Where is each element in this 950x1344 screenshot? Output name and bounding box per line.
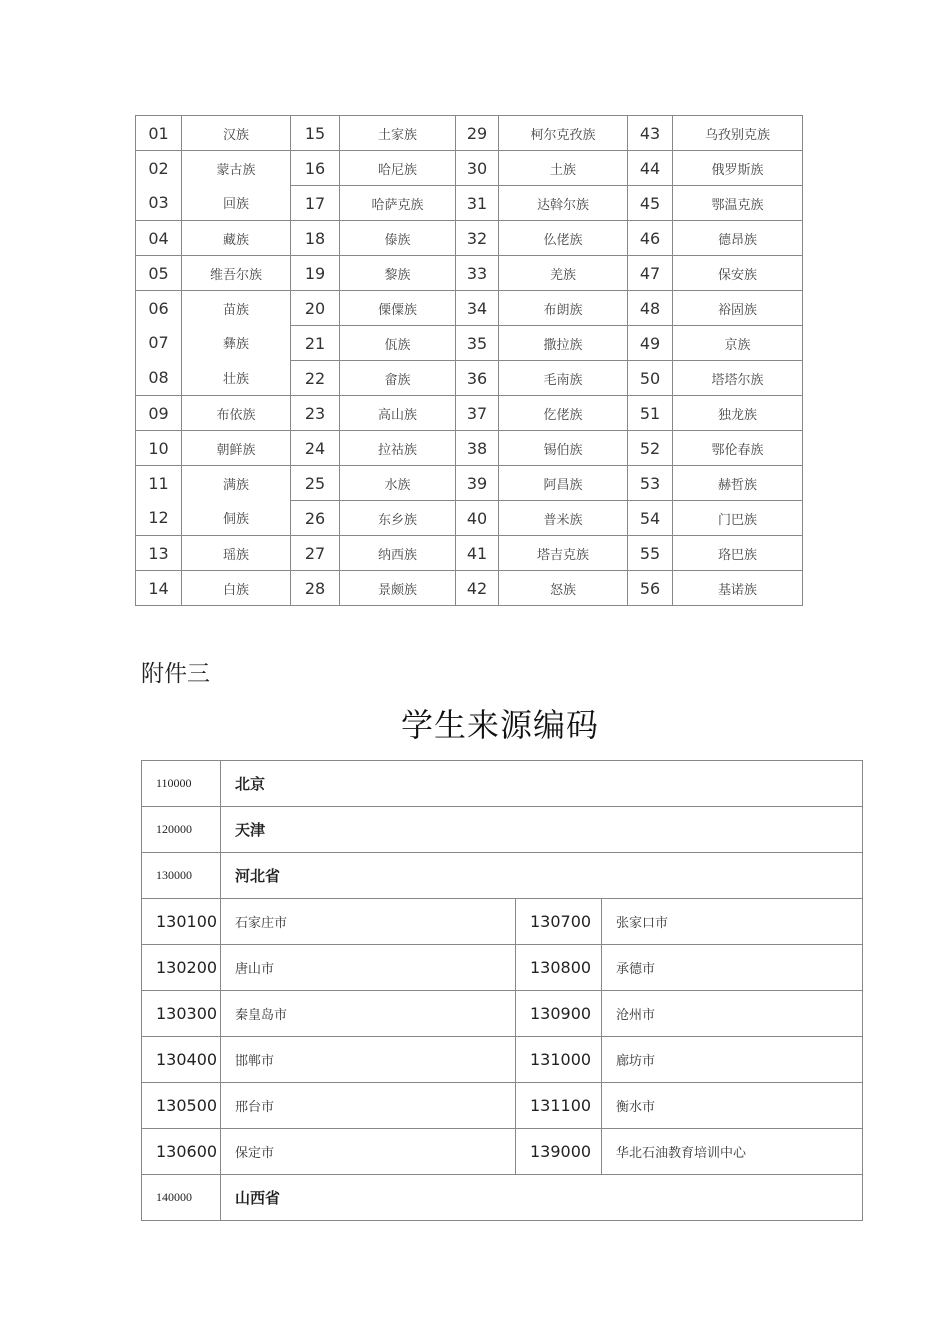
ethnic-code-cell: 35 xyxy=(456,326,499,361)
ethnic-code-cell: 44 xyxy=(628,151,673,186)
city-name: 张家口市 xyxy=(602,899,863,945)
ethnic-name-cell: 锡伯族 xyxy=(499,431,628,466)
province-name: 天津 xyxy=(221,807,863,853)
ethnic-code-cell: 47 xyxy=(628,256,673,291)
ethnic-code-cell: 14 xyxy=(136,571,182,606)
province-row xyxy=(142,807,863,853)
ethnic-name: 满族 xyxy=(222,477,249,493)
ethnic-name: 壮族 xyxy=(222,372,249,388)
ethnic-code-cell: 15 xyxy=(291,116,340,151)
ethnic-name-cell: 保安族 xyxy=(673,256,803,291)
ethnic-name-cell xyxy=(182,466,291,536)
ethnic-code-cell: 40 xyxy=(456,501,499,536)
table-row xyxy=(136,221,803,256)
city-name: 承德市 xyxy=(602,945,863,991)
ethnic-name-cell: 维吾尔族 xyxy=(182,256,291,291)
ethnic-code-cell: 43 xyxy=(628,116,673,151)
ethnic-code-cell: 01 xyxy=(136,116,182,151)
ethnic-code-cell: 39 xyxy=(456,466,499,501)
city-row xyxy=(142,899,863,945)
ethnic-code-cell: 54 xyxy=(628,501,673,536)
ethnic-code-table xyxy=(135,115,803,606)
ethnic-name-cell: 普米族 xyxy=(499,501,628,536)
city-row xyxy=(142,991,863,1037)
ethnic-code-cell: 25 xyxy=(291,466,340,501)
ethnic-name-cell: 鄂伦春族 xyxy=(673,431,803,466)
ethnic-code-cell: 26 xyxy=(291,501,340,536)
ethnic-code-cell: 52 xyxy=(628,431,673,466)
ethnic-name-cell: 独龙族 xyxy=(673,396,803,431)
ethnic-name: 回族 xyxy=(222,197,249,213)
table-row xyxy=(136,151,803,186)
ethnic-code-cell: 34 xyxy=(456,291,499,326)
ethnic-code-cell: 23 xyxy=(291,396,340,431)
ethnic-code-cell: 50 xyxy=(628,361,673,396)
ethnic-name-cell: 畲族 xyxy=(340,361,456,396)
ethnic-name-cell: 俄罗斯族 xyxy=(673,151,803,186)
table-row xyxy=(136,466,803,501)
city-row xyxy=(142,1083,863,1129)
province-code: 140000 xyxy=(142,1175,221,1221)
ethnic-code-cell: 45 xyxy=(628,186,673,221)
province-code: 110000 xyxy=(142,761,221,807)
ethnic-name: 蒙古族 xyxy=(216,162,256,178)
ethnic-code: 11 xyxy=(148,473,169,493)
ethnic-name: 彝族 xyxy=(222,337,249,353)
city-code: 130800 xyxy=(516,945,602,991)
province-code: 120000 xyxy=(142,807,221,853)
ethnic-name-cell: 阿昌族 xyxy=(499,466,628,501)
city-name: 沧州市 xyxy=(602,991,863,1037)
table-row xyxy=(136,536,803,571)
city-code: 130300 xyxy=(142,991,221,1037)
ethnic-name-cell: 撒拉族 xyxy=(499,326,628,361)
ethnic-name-cell: 珞巴族 xyxy=(673,536,803,571)
ethnic-name-cell: 达斡尔族 xyxy=(499,186,628,221)
city-name: 邢台市 xyxy=(221,1083,516,1129)
ethnic-name-cell: 白族 xyxy=(182,571,291,606)
ethnic-code-cell: 33 xyxy=(456,256,499,291)
ethnic-name-cell: 水族 xyxy=(340,466,456,501)
ethnic-name-cell: 哈尼族 xyxy=(340,151,456,186)
ethnic-name-cell: 基诺族 xyxy=(673,571,803,606)
ethnic-code-cell: 32 xyxy=(456,221,499,256)
ethnic-name-cell: 高山族 xyxy=(340,396,456,431)
city-code: 130900 xyxy=(516,991,602,1037)
ethnic-code: 02 xyxy=(148,158,169,178)
ethnic-code-cell: 55 xyxy=(628,536,673,571)
ethnic-name-cell: 门巴族 xyxy=(673,501,803,536)
ethnic-code-cell: 53 xyxy=(628,466,673,501)
ethnic-name-cell: 京族 xyxy=(673,326,803,361)
ethnic-name-cell: 柯尔克孜族 xyxy=(499,116,628,151)
ethnic-code-cell: 10 xyxy=(136,431,182,466)
ethnic-code-cell: 27 xyxy=(291,536,340,571)
attachment-label: 附件三 xyxy=(141,661,210,687)
page-title: 学生来源编码 xyxy=(400,706,599,744)
city-name: 华北石油教育培训中心 xyxy=(602,1129,863,1175)
ethnic-code-cell xyxy=(136,291,182,396)
ethnic-name-cell: 赫哲族 xyxy=(673,466,803,501)
ethnic-name: 苗族 xyxy=(222,302,249,318)
ethnic-code-cell: 46 xyxy=(628,221,673,256)
ethnic-code-cell: 13 xyxy=(136,536,182,571)
source-code-table xyxy=(141,760,863,1221)
ethnic-name-cell: 塔塔尔族 xyxy=(673,361,803,396)
table-row xyxy=(136,431,803,466)
ethnic-code-cell: 51 xyxy=(628,396,673,431)
ethnic-code: 03 xyxy=(148,193,169,213)
ethnic-code-cell: 19 xyxy=(291,256,340,291)
ethnic-name-cell: 黎族 xyxy=(340,256,456,291)
ethnic-code-cell: 38 xyxy=(456,431,499,466)
ethnic-name-cell xyxy=(182,291,291,396)
city-name: 秦皇岛市 xyxy=(221,991,516,1037)
ethnic-name-cell: 纳西族 xyxy=(340,536,456,571)
ethnic-code-cell xyxy=(136,151,182,221)
province-name: 北京 xyxy=(221,761,863,807)
ethnic-code-cell: 41 xyxy=(456,536,499,571)
ethnic-name: 侗族 xyxy=(222,512,249,528)
city-code: 130700 xyxy=(516,899,602,945)
ethnic-name-cell: 布依族 xyxy=(182,396,291,431)
ethnic-name-cell: 羌族 xyxy=(499,256,628,291)
city-code: 130400 xyxy=(142,1037,221,1083)
city-code: 130100 xyxy=(142,899,221,945)
province-row xyxy=(142,1175,863,1221)
ethnic-code: 12 xyxy=(148,508,169,528)
ethnic-name-cell: 景颇族 xyxy=(340,571,456,606)
city-row xyxy=(142,945,863,991)
ethnic-name-cell: 瑶族 xyxy=(182,536,291,571)
ethnic-name-cell: 东乡族 xyxy=(340,501,456,536)
ethnic-code-cell: 36 xyxy=(456,361,499,396)
ethnic-code-cell: 30 xyxy=(456,151,499,186)
city-name: 廊坊市 xyxy=(602,1037,863,1083)
table-row xyxy=(136,291,803,326)
province-code: 130000 xyxy=(142,853,221,899)
ethnic-name-cell: 哈萨克族 xyxy=(340,186,456,221)
table-row xyxy=(136,256,803,291)
city-name: 唐山市 xyxy=(221,945,516,991)
city-code: 139000 xyxy=(516,1129,602,1175)
ethnic-code-cell: 24 xyxy=(291,431,340,466)
province-row xyxy=(142,761,863,807)
ethnic-code-cell: 16 xyxy=(291,151,340,186)
table-row xyxy=(136,396,803,431)
province-name: 河北省 xyxy=(221,853,863,899)
city-code: 130600 xyxy=(142,1129,221,1175)
ethnic-code-cell: 21 xyxy=(291,326,340,361)
ethnic-name-cell: 土族 xyxy=(499,151,628,186)
ethnic-code-cell: 49 xyxy=(628,326,673,361)
city-name: 保定市 xyxy=(221,1129,516,1175)
ethnic-name-cell: 塔吉克族 xyxy=(499,536,628,571)
city-code: 131100 xyxy=(516,1083,602,1129)
ethnic-name-cell: 朝鲜族 xyxy=(182,431,291,466)
ethnic-name-cell: 傣族 xyxy=(340,221,456,256)
ethnic-code: 08 xyxy=(148,368,169,388)
ethnic-code-cell: 31 xyxy=(456,186,499,221)
city-name: 邯郸市 xyxy=(221,1037,516,1083)
city-name: 衡水市 xyxy=(602,1083,863,1129)
ethnic-code: 06 xyxy=(148,298,169,318)
ethnic-name-cell: 土家族 xyxy=(340,116,456,151)
ethnic-name-cell xyxy=(182,151,291,221)
ethnic-name-cell: 佤族 xyxy=(340,326,456,361)
ethnic-name-cell: 毛南族 xyxy=(499,361,628,396)
table-row xyxy=(136,116,803,151)
ethnic-name-cell: 裕固族 xyxy=(673,291,803,326)
ethnic-code: 07 xyxy=(148,333,169,353)
ethnic-code-cell: 42 xyxy=(456,571,499,606)
city-code: 131000 xyxy=(516,1037,602,1083)
ethnic-name-cell: 藏族 xyxy=(182,221,291,256)
ethnic-name-cell: 乌孜别克族 xyxy=(673,116,803,151)
ethnic-code-cell: 05 xyxy=(136,256,182,291)
ethnic-code-cell xyxy=(136,466,182,536)
ethnic-code-cell: 18 xyxy=(291,221,340,256)
ethnic-name-cell: 布朗族 xyxy=(499,291,628,326)
ethnic-name-cell: 拉祜族 xyxy=(340,431,456,466)
province-name: 山西省 xyxy=(221,1175,863,1221)
ethnic-name-cell: 汉族 xyxy=(182,116,291,151)
province-row xyxy=(142,853,863,899)
table-row xyxy=(136,571,803,606)
ethnic-code-cell: 22 xyxy=(291,361,340,396)
ethnic-code-cell: 20 xyxy=(291,291,340,326)
ethnic-name-cell: 仫佬族 xyxy=(499,221,628,256)
city-row xyxy=(142,1129,863,1175)
ethnic-name-cell: 仡佬族 xyxy=(499,396,628,431)
city-name: 石家庄市 xyxy=(221,899,516,945)
ethnic-code-cell: 29 xyxy=(456,116,499,151)
ethnic-code-cell: 17 xyxy=(291,186,340,221)
city-row xyxy=(142,1037,863,1083)
ethnic-code-cell: 04 xyxy=(136,221,182,256)
ethnic-code-cell: 56 xyxy=(628,571,673,606)
ethnic-name-cell: 怒族 xyxy=(499,571,628,606)
ethnic-name-cell: 傈僳族 xyxy=(340,291,456,326)
city-code: 130500 xyxy=(142,1083,221,1129)
ethnic-name-cell: 鄂温克族 xyxy=(673,186,803,221)
ethnic-code-cell: 28 xyxy=(291,571,340,606)
ethnic-code-cell: 09 xyxy=(136,396,182,431)
ethnic-name-cell: 德昂族 xyxy=(673,221,803,256)
ethnic-code-cell: 48 xyxy=(628,291,673,326)
city-code: 130200 xyxy=(142,945,221,991)
ethnic-code-cell: 37 xyxy=(456,396,499,431)
